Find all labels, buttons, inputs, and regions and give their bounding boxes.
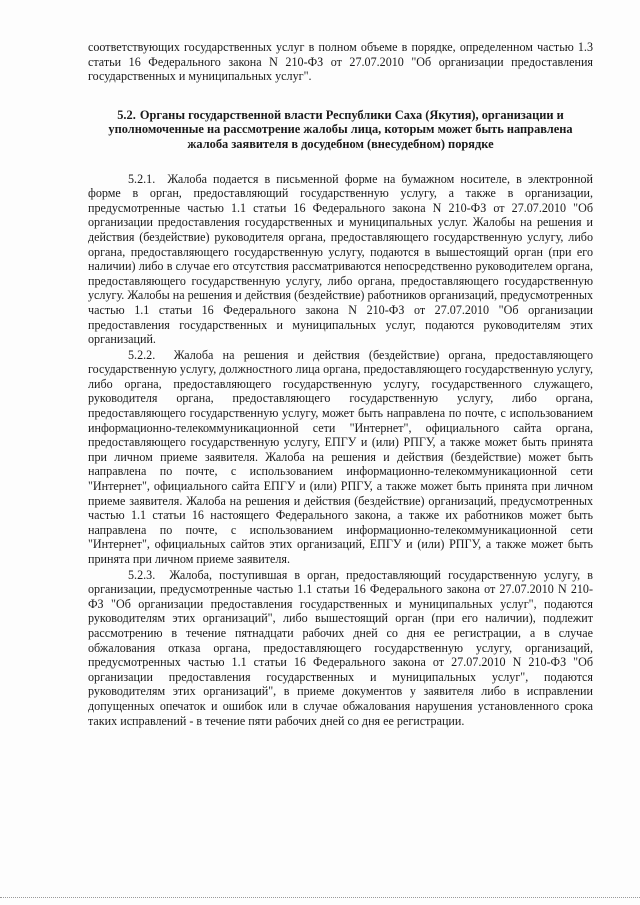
paragraph-text: Жалоба, поступившая в орган, предоставляющий государственную услугу, в организации, предусмотренные частью 1.1 статьи 16 Федерального закона от 27.07.2010 N 210-ФЗ "Об организации предоставления государственных и муниципальных услуг", подаются руководителям этих организаций", либо вышестоящий орган (при его наличии), подлежит рассмотрению в течение пятнадцати рабочих дней со дня ее регистрации, а в случае обжалования отказа органа, предоставляющего государственную услугу, организаций, предусмотренных частью 1.1 статьи 16 Федерального закона от 27.07.2010 N 210-ФЗ "Об организации предоставления государственных и муниципальных услуг", подаются руководителям этих организаций", в приеме документов у заявителя либо в исправлении допущенных опечаток и ошибок или в случае обжалования нарушения установленного срока таких исправлений - в течение пяти рабочих дней со дня ее регистрации. [88, 567, 593, 728]
paragraph-5-2-3 [88, 568, 593, 729]
paragraph-text: Жалоба на решения и действия (бездействие) органа, предоставляющего государственную услугу, должностного лица органа, предоставляющего государственную услугу, либо органа, предоставляющего государственную услугу, государственного служащего, руководителя органа, предоставляющего государственную услугу, либо органа, предоставляющего государственную услугу, может быть направлена по почте, с использованием информационно-телекоммуникационной сети "Интернет", официального сайта органа, предоставляющего государственную услугу, ЕПГУ и (или) РПГУ, а также может быть принята при личном приеме заявителя. Жалоба на решения и действия (бездействие) может быть направлена по почте, с использованием информационно-телекоммуникационной сети "Интернет", официального сайта ЕПГУ и (или) РПГУ, а также может быть принята при личном приеме заявителя. Жалоба на решения и действия (бездействие) организаций, предусмотренных частью 1.1 статьи 16 настоящего Федерального закона, а также их работников может быть направлена по почте, с использованием информационно-телекоммуникационной сети "Интернет", официальных сайтов этих организаций, ЕПГУ и (или) РПГУ, а также может быть принята при личном приеме заявителя. [88, 347, 594, 566]
paragraph-5-2-1 [88, 172, 593, 347]
bottom-dotted-rule [0, 897, 640, 898]
paragraph-text: Жалоба подается в письменной форме на бумажном носителе, в электронной форме в орган, предоставляющий государственную услугу, а также в организации, предусмотренные частью 1.1 статьи 16 Федерального закона N 210-ФЗ от 27.07.2010 "Об организации предоставления государственных и муниципальных услуг. Жалобы на решения и действия (бездействие) руководителя органа, предоставляющего государственную услугу, либо органа, предоставляющего государственную услугу, подаются в вышестоящий орган (при его наличии) либо в случае его отсутствия рассматриваются непосредственно руководителем органа, предоставляющего государственную услугу, либо органа, предоставляющего государственную услугу. Жалобы на решения и действия (бездействие) работников организаций, предусмотренных частью 1.1 статьи 16 Федерального закона N 210-ФЗ от 27.07.2010 "Об организации предоставления государственных и муниципальных услуг, подаются руководителям этих организаций. [88, 171, 593, 347]
paragraph-number: 5.2.1. [128, 171, 156, 186]
section-heading [88, 108, 593, 152]
paragraph-5-2-2 [88, 348, 593, 567]
intro-paragraph: соответствующих государственных услуг в полном объеме в порядке, определенном частью 1.3 статьи 16 Федерального закона N 210-ФЗ от 27.07.2010 "Об организации предоставления государственных и муниципальных услуг". [88, 40, 593, 84]
paragraph-number: 5.2.3. [128, 567, 156, 582]
section-number: 5.2. [117, 107, 136, 122]
paragraph-number: 5.2.2. [128, 347, 156, 362]
section-title: Органы государственной власти Республики Саха (Якутия), организации и уполномоченные на рассмотрение жалобы лица, которым может быть направлена жалоба заявителя в досудебном (внесудебном) порядке [108, 107, 573, 151]
document-body [88, 40, 593, 728]
